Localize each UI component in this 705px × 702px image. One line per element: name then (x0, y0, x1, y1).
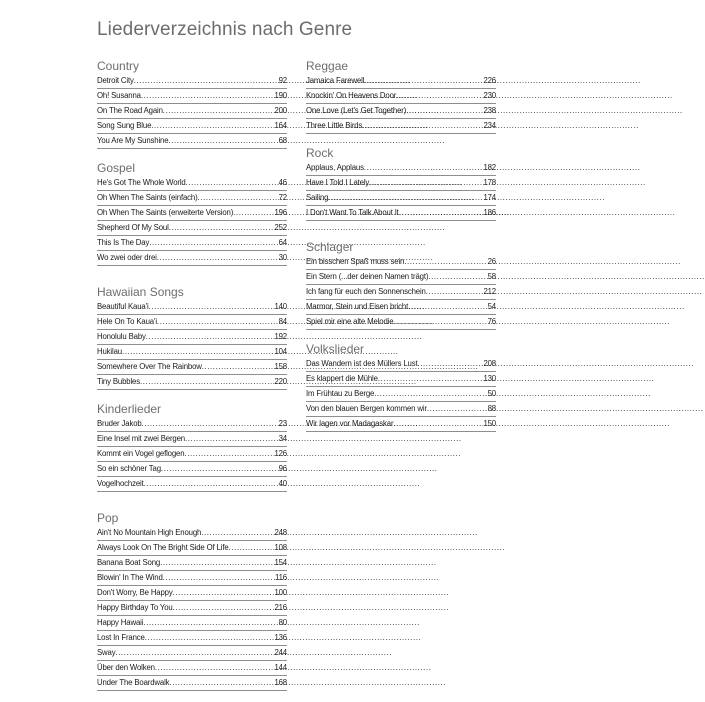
song-entry (97, 631, 287, 646)
genre-section (97, 401, 287, 492)
song-entry (306, 357, 496, 372)
song-title: Ein bisschen Spaß muss sein (306, 257, 405, 266)
page-number: 238 (483, 106, 496, 115)
genre-section (306, 239, 496, 330)
page-number: 116 (275, 573, 287, 582)
page-number: 174 (483, 193, 496, 202)
dot-leader (161, 462, 279, 476)
song-entry (306, 417, 496, 432)
dot-leader (149, 300, 275, 314)
song-entry (306, 387, 496, 402)
page-number: 23 (278, 419, 287, 428)
song-title: Banana Boat Song (97, 558, 161, 567)
song-title: Wir lagen vor Madagaskar (306, 419, 394, 428)
song-entry (97, 417, 287, 432)
song-entry (97, 462, 287, 477)
song-title: I Don't Want To Talk About It (306, 208, 399, 217)
page-number: 58 (487, 272, 496, 281)
song-entry (97, 330, 287, 345)
page-number: 220 (274, 377, 287, 386)
song-title: Lost In France (97, 633, 145, 642)
song-entry (97, 432, 287, 447)
song-title: Applaus, Applaus (306, 163, 364, 172)
song-title: Marmor, Stein und Eisen bricht (306, 302, 409, 311)
song-title: Ain't No Mountain High Enough (97, 528, 202, 537)
dot-leader (160, 556, 274, 570)
dot-leader (427, 402, 488, 416)
song-entry (306, 402, 496, 417)
song-title: Honolulu Baby (97, 332, 146, 341)
page-number: 96 (278, 464, 287, 473)
song-entry (97, 360, 287, 375)
dot-leader (122, 345, 274, 359)
page-title: Liederverzeichnis nach Genre (97, 19, 353, 40)
page-number: 136 (274, 633, 287, 642)
song-entry (97, 89, 287, 104)
song-title: Sailing (306, 193, 329, 202)
page-number: 192 (274, 332, 287, 341)
song-title: Oh! Susanna (97, 91, 141, 100)
song-title: Under The Boardwalk (97, 678, 170, 687)
page-number: 230 (483, 91, 496, 100)
page-number: 104 (274, 347, 287, 356)
left-column (97, 58, 287, 702)
page-number: 64 (278, 238, 287, 247)
page-number: 126 (274, 449, 287, 458)
song-entry (97, 477, 287, 492)
song-entry (306, 315, 496, 330)
song-entry (97, 676, 287, 691)
page-number: 144 (274, 663, 287, 672)
song-entry (97, 119, 287, 134)
genre-heading: Rock (306, 146, 334, 160)
page-number: 190 (274, 91, 287, 100)
song-title: Knockin' On Heavens Door (306, 91, 397, 100)
page-number: 26 (487, 257, 496, 266)
page-number: 40 (278, 479, 287, 488)
song-title: One Love (Let's Get Together) (306, 106, 407, 115)
dot-leader (417, 357, 483, 371)
song-title: Always Look On The Bright Side Of Life (97, 543, 229, 552)
right-column (306, 58, 496, 443)
dot-leader (146, 330, 275, 344)
page-number: 200 (274, 106, 287, 115)
song-title: Happy Hawaii (97, 618, 144, 627)
song-entry (306, 176, 496, 191)
page-number: 234 (483, 121, 496, 130)
page-number: 252 (274, 223, 287, 232)
dot-leader (186, 176, 279, 190)
page-number: 108 (274, 543, 287, 552)
dot-leader (185, 432, 279, 446)
song-title: Detroit City (97, 76, 134, 85)
page-number: 68 (278, 136, 287, 145)
song-entry (97, 646, 287, 661)
genre-heading: Reggae (306, 59, 349, 73)
page-number: 34 (278, 434, 287, 443)
page-number: 150 (483, 419, 496, 428)
song-title: Jamaica Farewell (306, 76, 365, 85)
song-title: Hukilau (97, 347, 122, 356)
genre-section (97, 510, 287, 691)
song-entry (306, 191, 496, 206)
song-entry (97, 601, 287, 616)
song-entry (306, 119, 496, 134)
song-entry (306, 206, 496, 221)
dot-leader (393, 417, 483, 431)
song-entry (97, 251, 287, 266)
song-entry (97, 616, 287, 631)
song-title: Somewhere Over The Rainbow (97, 362, 202, 371)
song-entry (97, 191, 287, 206)
song-title: Don't Worry, Be Happy (97, 588, 173, 597)
dot-leader (393, 315, 487, 329)
song-title: Tiny Bubbles (97, 377, 140, 386)
page-number: 248 (274, 528, 287, 537)
dot-leader (428, 270, 487, 284)
song-title: Wo zwei oder drei (97, 253, 157, 262)
song-title: He's Got The Whole World (97, 178, 186, 187)
page-number: 76 (487, 317, 496, 326)
genre-heading: Hawaiian Songs (97, 285, 184, 299)
page-number: 30 (278, 253, 287, 262)
page-number: 178 (483, 178, 496, 187)
page-number: 130 (483, 374, 496, 383)
genre-heading: Kinderlieder (97, 402, 162, 416)
song-entry (97, 176, 287, 191)
dot-leader (143, 616, 278, 630)
dot-leader (173, 586, 275, 600)
song-entry (97, 221, 287, 236)
dot-leader (201, 526, 274, 540)
song-title: This Is The Day (97, 238, 150, 247)
page-number: 212 (483, 287, 496, 296)
page-number: 54 (487, 302, 496, 311)
dot-leader (233, 206, 274, 220)
page-number: 196 (274, 208, 287, 217)
song-title: Eine Insel mit zwei Bergen (97, 434, 185, 443)
song-title: Happy Birthday To You (97, 603, 173, 612)
song-entry (306, 74, 496, 89)
song-entry (306, 104, 496, 119)
song-entry (97, 134, 287, 149)
page-number: 154 (274, 558, 287, 567)
song-title: So ein schöner Tag (97, 464, 161, 473)
dot-leader (169, 676, 274, 690)
dot-leader (157, 251, 279, 265)
genre-heading: Schlager (306, 240, 354, 254)
dot-leader (374, 387, 487, 401)
dot-leader (169, 221, 275, 235)
dot-leader (168, 134, 278, 148)
dot-leader (369, 176, 483, 190)
song-title: Hele On To Kaua'i (97, 317, 157, 326)
page-number: 164 (274, 121, 287, 130)
page-number: 168 (274, 678, 287, 687)
song-entry (306, 255, 496, 270)
page-number: 72 (278, 193, 287, 202)
song-title: Ich fang für euch den Sonnenschein (306, 287, 426, 296)
song-entry (306, 270, 496, 285)
song-title: Beautiful Kaua'i (97, 302, 149, 311)
song-title: Oh When The Saints (einfach) (97, 193, 198, 202)
genre-section (97, 160, 287, 266)
dot-leader (142, 417, 279, 431)
dot-leader (396, 89, 483, 103)
page-number: 50 (487, 389, 496, 398)
song-title: Blowin' In The Wind (97, 573, 163, 582)
genre-heading: Country (97, 59, 140, 73)
dot-leader (155, 661, 275, 675)
song-entry (306, 161, 496, 176)
genre-section (97, 284, 287, 390)
page-number: 216 (274, 603, 287, 612)
page-number: 244 (274, 648, 287, 657)
song-entry (306, 89, 496, 104)
page-number: 158 (274, 362, 287, 371)
song-title: Ein Stern (...der deinen Namen trägt) (306, 272, 429, 281)
dot-leader (163, 104, 275, 118)
dot-leader (145, 631, 275, 645)
page-number: 80 (278, 618, 287, 627)
song-title: Oh When The Saints (erweiterte Version) (97, 208, 234, 217)
song-title: On The Road Again (97, 106, 163, 115)
song-entry (97, 74, 287, 89)
song-title: Von den blauen Bergen kommen wir (306, 404, 427, 413)
song-entry (97, 447, 287, 462)
song-title: Das Wandern ist des Müllers Lust (306, 359, 418, 368)
dot-leader (364, 161, 484, 175)
dot-leader (149, 236, 278, 250)
page-number: 140 (274, 302, 287, 311)
song-entry (306, 285, 496, 300)
page-number: 100 (274, 588, 287, 597)
song-entry (97, 571, 287, 586)
dot-leader (404, 255, 487, 269)
song-title: Bruder Jakob (97, 419, 142, 428)
song-title: Im Frühtau zu Berge (306, 389, 375, 398)
dot-leader (157, 315, 279, 329)
song-entry (97, 345, 287, 360)
dot-leader (328, 191, 483, 205)
page-number: 208 (483, 359, 496, 368)
genre-section (306, 58, 496, 134)
page-number: 88 (487, 404, 496, 413)
song-title: Über den Wolken (97, 663, 155, 672)
dot-leader (364, 74, 483, 88)
dot-leader (362, 119, 483, 133)
song-title: Three Little Birds (306, 121, 363, 130)
dot-leader (426, 285, 484, 299)
dot-leader (144, 477, 279, 491)
genre-section (306, 145, 496, 221)
dot-leader (140, 375, 274, 389)
song-title: Vogelhochzeit (97, 479, 144, 488)
song-title: Shepherd Of My Soul (97, 223, 169, 232)
song-entry (97, 300, 287, 315)
dot-leader (408, 300, 488, 314)
song-title: Song Sung Blue (97, 121, 152, 130)
song-entry (97, 541, 287, 556)
genre-section (97, 58, 287, 149)
song-title: Es klappert die Mühle (306, 374, 378, 383)
dot-leader (399, 206, 484, 220)
song-entry (97, 526, 287, 541)
song-title: Sway (97, 648, 116, 657)
dot-leader (378, 372, 484, 386)
song-entry (97, 661, 287, 676)
song-entry (306, 372, 496, 387)
song-entry (97, 104, 287, 119)
dot-leader (229, 541, 275, 555)
dot-leader (134, 74, 279, 88)
dot-leader (406, 104, 483, 118)
song-entry (97, 375, 287, 390)
song-title: Have I Told I Lately (306, 178, 370, 187)
page-number: 92 (278, 76, 287, 85)
song-entry (97, 206, 287, 221)
song-entry (97, 586, 287, 601)
dot-leader (202, 360, 275, 374)
song-entry (97, 236, 287, 251)
genre-heading: Pop (97, 511, 119, 525)
song-entry (306, 300, 496, 315)
page-number: 182 (483, 163, 496, 172)
song-entry (97, 556, 287, 571)
dot-leader (141, 89, 275, 103)
genre-section (306, 341, 496, 432)
genre-heading: Gospel (97, 161, 136, 175)
dot-leader (163, 571, 275, 585)
page-number: 186 (483, 208, 496, 217)
page-number: 84 (278, 317, 287, 326)
dot-leader (184, 447, 274, 461)
page-number: 46 (278, 178, 287, 187)
song-entry (97, 315, 287, 330)
dot-leader (198, 191, 279, 205)
dot-leader (115, 646, 274, 660)
genre-heading: Volkslieder (306, 342, 365, 356)
song-title: Kommt ein Vogel geflogen (97, 449, 185, 458)
song-title: Spiel mir eine alte Melodie (306, 317, 394, 326)
song-title: You Are My Sunshine (97, 136, 169, 145)
dot-leader (173, 601, 275, 615)
page-number: 226 (483, 76, 496, 85)
dot-leader (151, 119, 274, 133)
